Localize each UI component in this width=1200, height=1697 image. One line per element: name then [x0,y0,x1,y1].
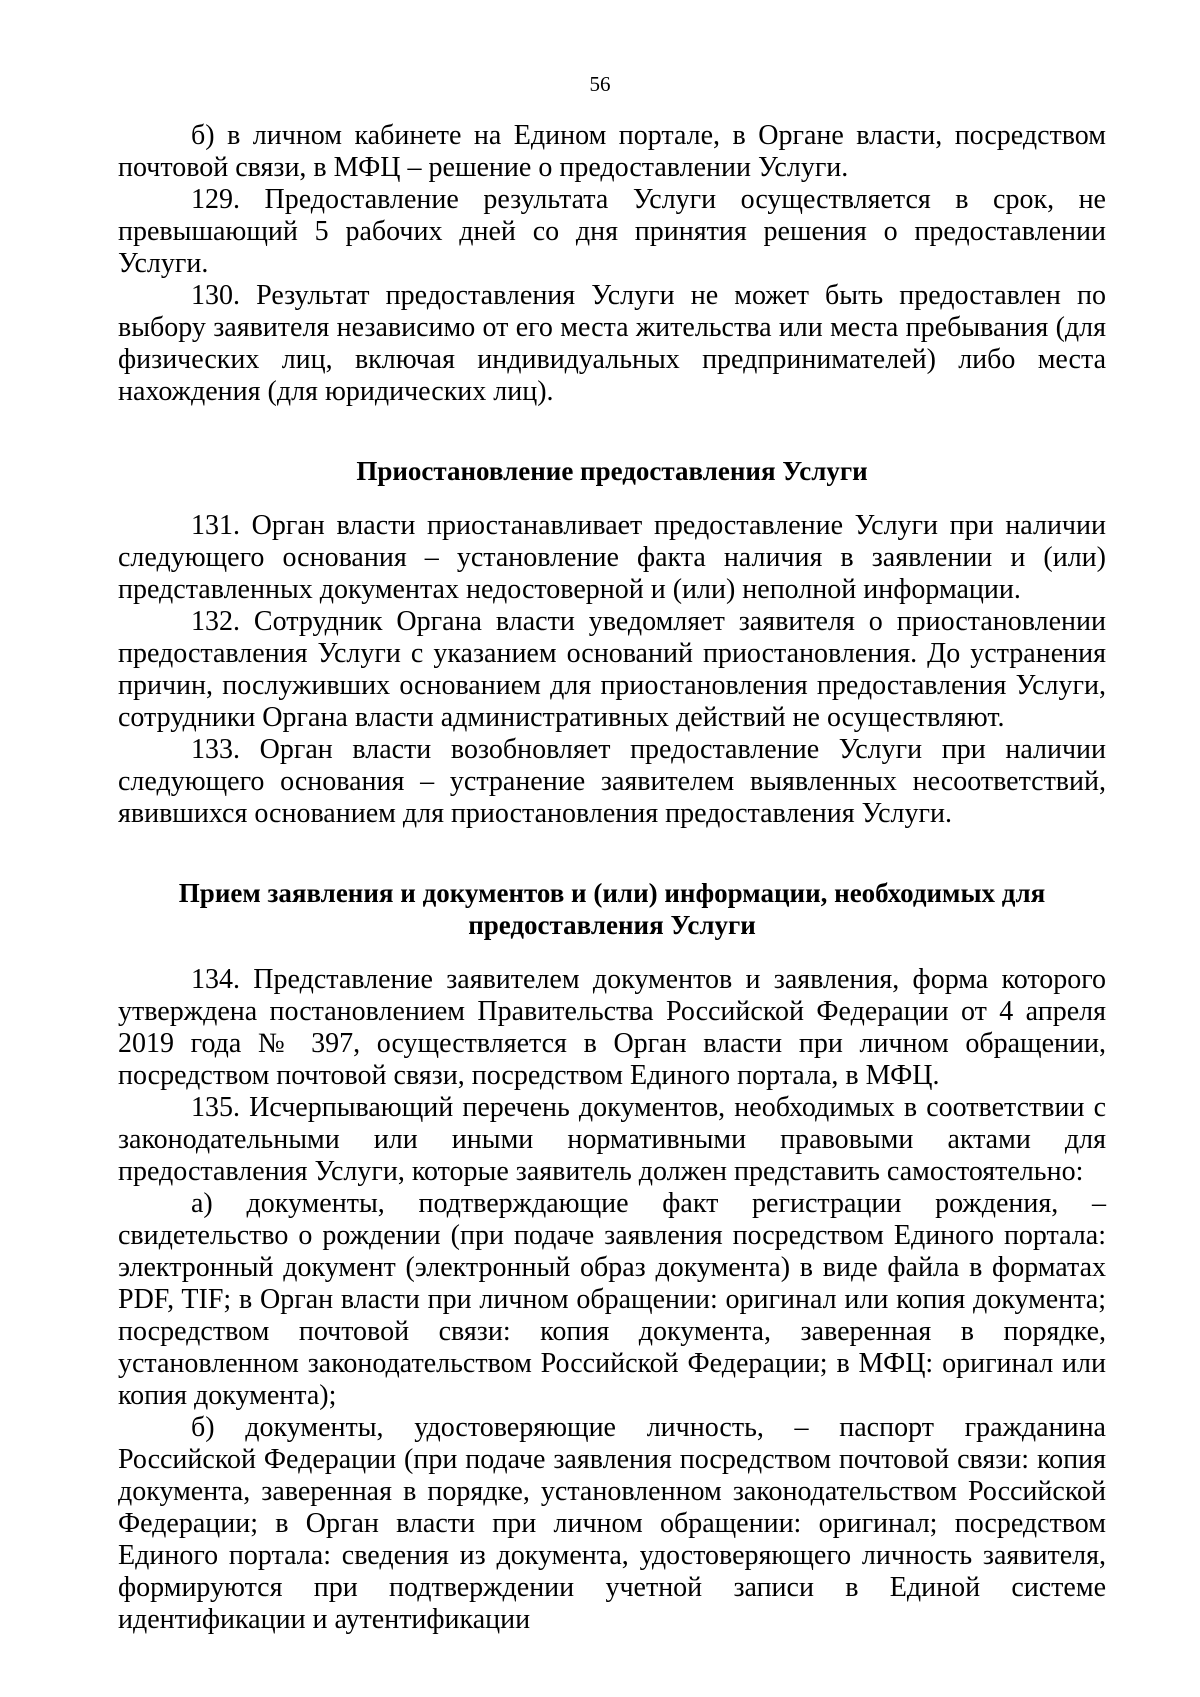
section-heading-document-reception: Прием заявления и документов и (или) информации, необходимых для предоставления Услуги [178,878,1046,940]
paragraph-133: 133. Орган власти возобновляет предоставление Услуги при наличии следующего основания – устранение заявителем выявленных несоответствий, явившихся основанием для приостановления предоставления Услуги. [118,734,1106,829]
document-body [118,120,1106,1636]
paragraph-134: 134. Представление заявителем документов и заявления, форма которого утверждена постановлением Правительства Российской Федерации от 4 апреля 2019 года № 397, осуществляется в Орган власти при личном обращении, посредством почтовой связи, посредством Единого портала, в МФЦ. [118,964,1106,1091]
paragraph-b-result-delivery: б) в личном кабинете на Едином портале, в Органе власти, посредством почтовой связи, в МФЦ – решение о предоставлении Услуги. [118,120,1106,183]
section-heading-suspension: Приостановление предоставления Услуги [356,456,868,486]
paragraph-129: 129. Предоставление результата Услуги осуществляется в срок, не превышающий 5 рабочих дней со дня принятия решения о предоставлении Услуги. [118,184,1106,279]
paragraph-135-b: б) документы, удостоверяющие личность, – паспорт гражданина Российской Федерации (при подаче заявления посредством почтовой связи: копия документа, заверенная в порядке, установленном законодательством Российской Федерации; в Орган власти при личном обращении: оригинал; посредством Единого портала: сведения из документа, удостоверяющего личность заявителя, формируются при подтверждении учетной записи в Единой системе идентификации и аутентификации [118,1412,1106,1635]
paragraph-135-a: а) документы, подтверждающие факт регистрации рождения, – свидетельство о рождении (при подаче заявления посредством Единого портала: электронный документ (электронный образ документа) в виде файла в форматах PDF, TIF; в Орган власти при личном обращении: оригинал или копия документа; посредством почтовой связи: копия документа, заверенная в порядке, установленном законодательством Российской Федерации; в МФЦ: оригинал или копия документа); [118,1188,1106,1411]
page-number: 56 [589,72,611,96]
paragraph-135: 135. Исчерпывающий перечень документов, необходимых в соответствии с законодательными или иными нормативными правовыми актами для предоставления Услуги, которые заявитель должен представить самостоятельно: [118,1092,1106,1187]
paragraph-132: 132. Сотрудник Органа власти уведомляет заявителя о приостановлении предоставления Услуги с указанием оснований приостановления. До устранения причин, послуживших основанием для приостановления предоставления Услуги, сотрудники Органа власти административных действий не осуществляют. [118,606,1106,733]
paragraph-130: 130. Результат предоставления Услуги не может быть предоставлен по выбору заявителя независимо от его места жительства или места пребывания (для физических лиц, включая индивидуальных предпринимателей) либо места нахождения (для юридических лиц). [118,280,1106,407]
paragraph-131: 131. Орган власти приостанавливает предоставление Услуги при наличии следующего основания – установление факта наличия в заявлении и (или) представленных документах недостоверной и (или) неполной информации. [118,510,1106,605]
